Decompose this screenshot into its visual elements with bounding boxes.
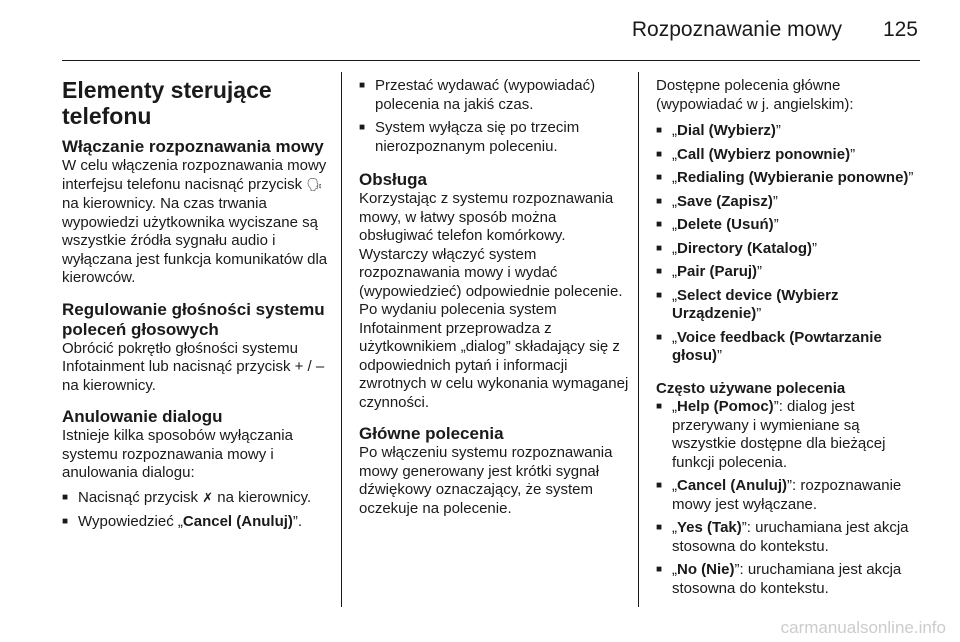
subsection-title: Często używane polecenia [656,379,846,397]
subsection-title: Główne polecenia [359,424,504,443]
command-item: ■ „Delete (Usuń)” [656,216,926,235]
section-heading: Elementy sterujące telefonu [62,77,272,129]
frequent-command-item: ■ „No (Nie)”: uruchamiana jest akcja stosowna do kontekstu. [656,561,926,598]
list-item: ■ System wyłącza się po trzecim nierozpoznanym poleceniu. [359,119,629,156]
frequent-command-item: ■ „Yes (Tak)”: uruchamiana jest akcja stosowna do kontekstu. [656,519,926,556]
subsection-title: Obsługa [359,170,428,189]
header-divider [62,60,920,61]
paragraph: Obrócić pokrętło głośności systemu Infotainment lub nacisnąć przycisk + / – na kierownicy. [62,339,325,394]
subsection-title: Anulowanie dialogu [62,407,223,426]
frequent-command-list [656,398,926,598]
command-item: ■ „Dial (Wybierz)” [656,122,926,141]
column-1 [62,77,330,544]
frequent-command-item: ■ „Help (Pomoc)”: dialog jest przerywany i wymieniane są wszystkie dostępne dla bieżącej funkcji polecenia. [656,398,926,472]
watermark: carmanualsonline.info [780,618,946,637]
column-2 [359,77,629,530]
voice-button-icon: 🗣︎ [306,177,323,193]
list-item: ■ Nacisnąć przycisk ✗ na kierownicy. [62,489,330,509]
paragraph: W celu włączenia rozpoznawania mowy interfejsu telefonu nacisnąć przycisk 🗣︎ na kierownicy. Na czas trwania wypowiedzi użytkownika wyciszane są wszystkie źródła sygnału audio i wyłączana jest funkcja komunikatów dla kierowców. [62,157,328,286]
frequent-command-item: ■ „Cancel (Anuluj)”: rozpoznawanie mowy jest wyłączane. [656,477,926,514]
column-3 [656,77,926,610]
hang-up-icon: ✗ [202,490,214,506]
subsection-title: Regulowanie głośności systemu poleceń głosowych [62,299,325,339]
page-number: 125 [882,18,918,41]
page-header [0,18,960,48]
command-list [656,122,926,366]
paragraph: Po włączeniu systemu rozpoznawania mowy generowany jest krótki sygnał dźwiękowy oznaczający, że system oczekuje na polecenie. [359,444,613,517]
command-item: ■ „Directory (Katalog)” [656,240,926,259]
bullet-list [359,77,629,156]
command-item: ■ „Save (Zapisz)” [656,193,926,212]
command-item: ■ „Call (Wybierz ponownie)” [656,146,926,165]
subsection-title: Włączanie rozpoznawania mowy [62,137,324,156]
list-item: ■ Przestać wydawać (wypowiadać) polecenia na jakiś czas. [359,77,629,114]
column-divider [341,72,342,607]
header-title: Rozpoznawanie mowy [631,18,842,41]
list-item: ■ Wypowiedzieć „Cancel (Anuluj)”. [62,513,330,532]
command-item: ■ „Redialing (Wybieranie ponowne)” [656,169,926,188]
bullet-list [62,489,330,532]
paragraph: Dostępne polecenia główne (wypowiadać w j. angielskim): [656,77,854,113]
paragraph: Istnieje kilka sposobów wyłączania systemu rozpoznawania mowy i anulowania dialogu: [62,427,293,481]
paragraph: Korzystając z systemu rozpoznawania mowy, w łatwy sposób można obsługiwać telefon komórkowy. Wystarczy włączyć system rozpoznawania mowy i wydać (wypowiedzieć) odpowiednie polecenie. Po wydaniu polecenia system Infotainment przeprowadza z użytkownikiem „dialog” składający się z odpowiednich pytań i informacji zwrotnych w celu wykonania wymaganej czynności. [359,190,629,411]
command-item: ■ „Voice feedback (Powtarzanie głosu)” [656,329,926,366]
command-item: ■ „Select device (Wybierz Urządzenie)” [656,287,926,324]
column-divider [638,72,639,607]
command-item: ■ „Pair (Paruj)” [656,263,926,282]
